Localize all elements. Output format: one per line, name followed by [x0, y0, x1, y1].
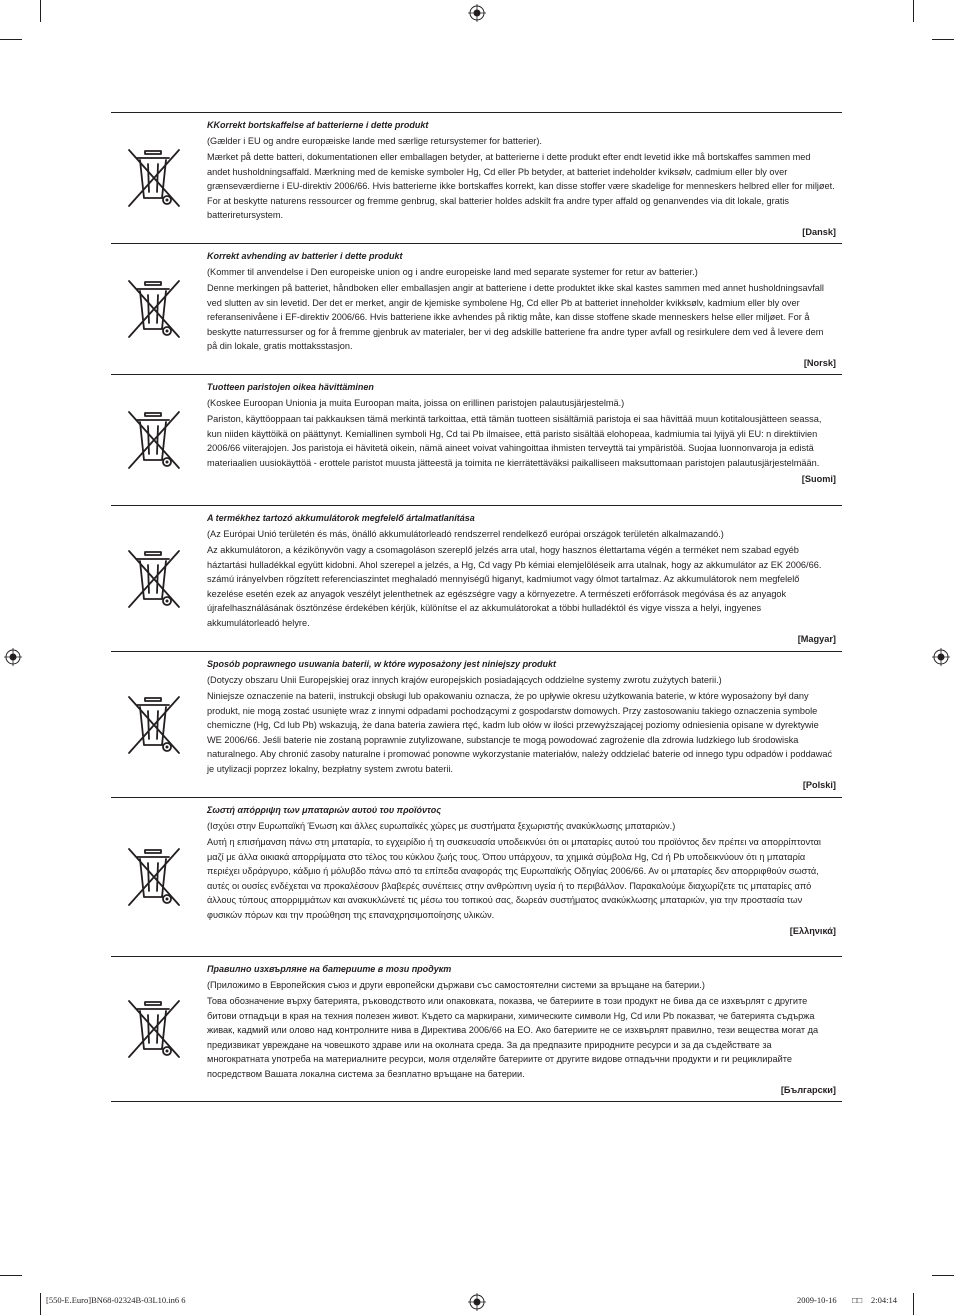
- section-polski: [111, 652, 842, 798]
- section-title: Korrekt avhending av batterier i dette produkt: [207, 251, 403, 261]
- language-label: [Ελληνικά]: [789, 926, 836, 936]
- section-balgarski: [111, 957, 842, 1102]
- footer-file-info: [550-E.Euro]BN68-02324B-03L10.in6 6: [46, 1295, 186, 1305]
- section-body: Az akkumulátoron, a kézikönyvön vagy a csomagoláson szereplő jelzés arra utal, hogy hasznos élettartama végén a terméket nem szabad egyéb háztartási hulladékkal együtt kidobni. Ahol szerepel a jelzés, a Hg, Cd vagy Pb kémiai elemjelöléseik arra utalnak, hogy az akkumulátor az EK 2006/66. számú irányelvben rögzített referenciaszintet meghaladó mennyiségű higanyt, kadmiumot vagy ólmot tartalmaz. Az akkumulátorok nem megfelelő kezelése esetén ezek az anyagok veszélyt jelenthetnek az egészségre vagy a környezetre. A természeti erőforrások megóvása és az anyagok újrafelhasználásának ösztönzése érdekében kérjük, különítse el az akkumulátorokat a többi hulladéktól és vigye vissza a helyi, ingyenes akkumulátorleadó helyre.: [207, 545, 822, 628]
- section-title: Sposób poprawnego usuwania baterii, w które wyposażony jest niniejszy produkt: [207, 659, 557, 669]
- section-title: A termékhez tartozó akkumulátorok megfelelő ártalmatlanítása: [207, 513, 475, 523]
- language-label: [Magyar]: [797, 634, 836, 644]
- section-subtitle: (Приложимо в Европейския съюз и други европейски държави със самостоятелни системи за връщане на батерии.): [207, 979, 705, 990]
- section-title: Tuotteen paristojen oikea hävittäminen: [207, 382, 374, 392]
- section-text: [207, 375, 842, 490]
- crossed-out-wheelie-bin-icon: [123, 693, 185, 757]
- crossed-out-wheelie-bin-icon: [123, 845, 185, 909]
- section-body: Denne merkingen på batteriet, håndboken eller emballasjen angir at batteriene i dette produktet ikke skal kastes sammen med annet husholdningsavfall ved slutten av sin levetid. Der det er merket, angir de kjemiske symbolene Hg, Cd eller Pb at batteriet inneholder kvikksølv, kadmium eller bly over referansenivåene i EF-direktiv 2006/66. Hvis batteriene ikke avhendes på riktig måte, kan disse stoffene skade menneskers helse eller miljøet. For å beskytte naturressurser og for å fremme gjenbruk av materialer, ber vi deg adskille batteriene fra andre typer avfall og resirkulere dem ved å levere dem på din lokale, gratis mottaksstasjon.: [207, 283, 824, 351]
- section-title: KKorrekt bortskaffelse af batterierne i dette produkt: [207, 120, 429, 130]
- section-subtitle: (Dotyczy obszaru Unii Europejskiej oraz innych krajów europejskich posiadających oddzielne systemy zwrotu zużytych baterii.): [207, 674, 722, 685]
- section-subtitle: (Ισχύει στην Ευρωπαϊκή Ένωση και άλλες ευρωπαϊκές χώρες με συστήματα ξεχωριστής ανακύκλωσης μπαταριών.): [207, 820, 676, 831]
- section-title: Правилно изхвърляне на батериите в този продукт: [207, 964, 452, 974]
- crossed-out-wheelie-bin-icon: [123, 408, 185, 472]
- section-norsk: [111, 244, 842, 375]
- section-title: Σωστή απόρριψη των μπαταριών αυτού του προϊόντος: [207, 805, 441, 815]
- section-subtitle: (Kommer til anvendelse i Den europeiske union og i andre europeiske land med separate systemer for retur av batterier.): [207, 266, 698, 277]
- section-subtitle: (Koskee Euroopan Unionia ja muita Euroopan maita, joissa on erillinen paristojen palautusjärjestelmä.): [207, 397, 625, 408]
- section-suomi: [111, 375, 842, 506]
- footer-glyphs: □□: [852, 1295, 863, 1305]
- crossed-out-wheelie-bin-icon: [123, 997, 185, 1061]
- section-text: [207, 652, 842, 796]
- section-text: [207, 798, 842, 942]
- section-subtitle: (Az Európai Unió területén és más, önálló akkumulátorleadó rendszerrel rendelkező európai országok területén alkalmazandó.): [207, 528, 724, 539]
- battery-disposal-sections: [111, 112, 842, 1102]
- crop-mark: [40, 1293, 41, 1315]
- crossed-out-wheelie-bin-icon: [123, 277, 185, 341]
- section-text: [207, 113, 842, 242]
- crossed-out-wheelie-bin-icon: [123, 146, 185, 210]
- section-dansk: [111, 113, 842, 244]
- registration-mark-icon: [4, 648, 22, 666]
- crop-mark: [932, 1275, 954, 1276]
- language-label: [Dansk]: [802, 226, 836, 237]
- footer-time: 2:04:14: [871, 1295, 897, 1305]
- crop-mark: [932, 39, 954, 40]
- section-body: Αυτή η επισήμανση πάνω στη μπαταρία, το εγχειρίδιο ή τη συσκευασία υποδεικνύει ότι οι μπαταρίες αυτού του προϊόντος δεν πρέπει να απορρίπτονται μαζί με άλλα οικιακά απορρίμματα στο τέλος του κύκλου ζωής τους. Όπου υπάρχουν, τα χημικά σύμβολα Hg, Cd ή Pb υποδεικνύουν ότι η μπαταρία περιέχει υδράργυρο, κάδμιο ή μόλυβδο πάνω από τα επίπεδα αναφοράς της Ευρωπαϊκής Οδηγίας 2006/66. Αν οι μπαταρίες δεν απορριφθούν σωστά, αυτές οι ουσίες ενδέχεται να προκαλέσουν βλαβερές συνέπειες στην ανθρώπινη υγεία ή το περιβάλλον. Παρακαλούμε διαχωρίζετε τις μπαταρίες από άλλους τύπους απορριμμάτων και ανακυκλώνετέ τις μέσω του τοπικού σας, δωρεάν συστήματος ανακύκλωσης μπαταριών, για την προστασία των φυσικών πόρων και την προώθηση της επαναχρησιμοποίησης υλικών.: [207, 837, 821, 920]
- crop-mark: [913, 0, 914, 22]
- section-magyar: [111, 506, 842, 652]
- footer-date: 2009-10-16: [797, 1295, 837, 1305]
- crop-mark: [913, 1293, 914, 1315]
- registration-mark-icon: [468, 1293, 486, 1311]
- crop-mark: [40, 0, 41, 22]
- language-label: [Български]: [780, 1085, 836, 1095]
- section-text: [207, 506, 842, 650]
- language-label: [Suomi]: [801, 474, 836, 484]
- section-body: Pariston, käyttöoppaan tai pakkauksen tämä merkintä tarkoittaa, että tämän tuotteen sisältämiä paristoja ei saa hävittää muun kotitalousjätteen seassa, kun niiden käyttöikä on päättynyt. Kemiallinen symboli Hg, Cd tai Pb ilmaisee, että paristo sisältää elohopeaa, kadmiumia tai lyijyä yli EU: n direktiivien 2006/66 viiterajojen. Jos paristoja ei hävitetä oikein, nämä aineet voivat vahingoittaa ihmisten terveyttä tai ympäristöä. Suojaa luonnonvaroja ja edistä materiaalien uusiokäyttöä - erottele paristot muusta jätteestä ja toimita ne kierrätettäväksi paikalliseen maksuttomaan paristojen palautusjärjestelmään.: [207, 414, 822, 468]
- section-body: Mærket på dette batteri, dokumentationen eller emballagen betyder, at batterierne i dette produkt efter endt levetid ikke må bortskaffes sammen med andet husholdningsaffald. Mærkning med de kemiske symboler Hg, Cd eller Pb betyder, at batteriet indeholder kviksølv, cadmium eller bly over grænseværdierne i EU-direktiv 2006/66. Hvis batterierne ikke bortskaffes korrekt, kan disse stoffer være skadelige for menneskers helbred eller for miljøet. For at beskytte naturens ressourcer og fremme genbrug, skal batterier holdes adskilt fra andre typer affald og genanvendes via dit lokale, gratis batteriretursystem.: [207, 152, 835, 220]
- section-body: Niniejsze oznaczenie na baterii, instrukcji obsługi lub opakowaniu oznacza, że po upływie okresu użytkowania baterie, w które wyposażony był dany produkt, nie mogą zostać usunięte wraz z innymi odpadami pochodzącymi z gospodarstw domowych. Przy zastosowaniu takiego oznaczenia symbole chemiczne (Hg, Cd lub Pb) wskazują, że dana bateria zawiera rtęć, kadm lub ołów w ilości przewyższającej poziomy odniesienia opisane w dyrektywie WE 2006/66. Jeśli baterie nie zostaną poprawnie zutylizowane, substancje te mogą powodować zagrożenie dla zdrowia ludzkiego lub środowiska naturalnego. Aby chronić zasoby naturalne i promować ponowne wykorzystanie materiałów, należy oddzielać baterie od innego typu odpadów i poddawać je utylizacji poprzez lokalny, bezpłatny system zwrotu baterii.: [207, 691, 833, 774]
- section-body: Това обозначение върху батерията, ръководството или опаковката, показва, че батериите в този продукт не бива да се изхвърлят с другите битови отпадъци в края на техния полезен живот. Където са маркирани, химическите символи Hg, Cd или Pb показват, че батерията съдържа живак, кадмий или олово над контролните нива в Директива 2006/66 на ЕО. Ако батериите не се изхвърлят правилно, тези вещества могат да предизвикат увреждане на човешкото здраве или на околната среда. За да предпазите природните ресурси и за да съдействате за многократната употреба на материалните ресурси, моля отделяйте батериите от другите видове отпадъчни продукти и ги рециклирайте посредством Вашата локална система за безплатно връщане на батерии.: [207, 996, 819, 1079]
- language-label: [Norsk]: [803, 357, 836, 368]
- crop-mark: [0, 39, 22, 40]
- section-text: [207, 957, 842, 1101]
- registration-mark-icon: [932, 648, 950, 666]
- section-subtitle: (Gælder i EU og andre europæiske lande med særlige retursystemer for batterier).: [207, 135, 542, 146]
- section-ellinika: [111, 798, 842, 957]
- registration-mark-icon: [468, 4, 486, 22]
- crossed-out-wheelie-bin-icon: [123, 547, 185, 611]
- crop-mark: [0, 1275, 22, 1276]
- language-label: [Polski]: [802, 780, 836, 790]
- section-text: [207, 244, 842, 373]
